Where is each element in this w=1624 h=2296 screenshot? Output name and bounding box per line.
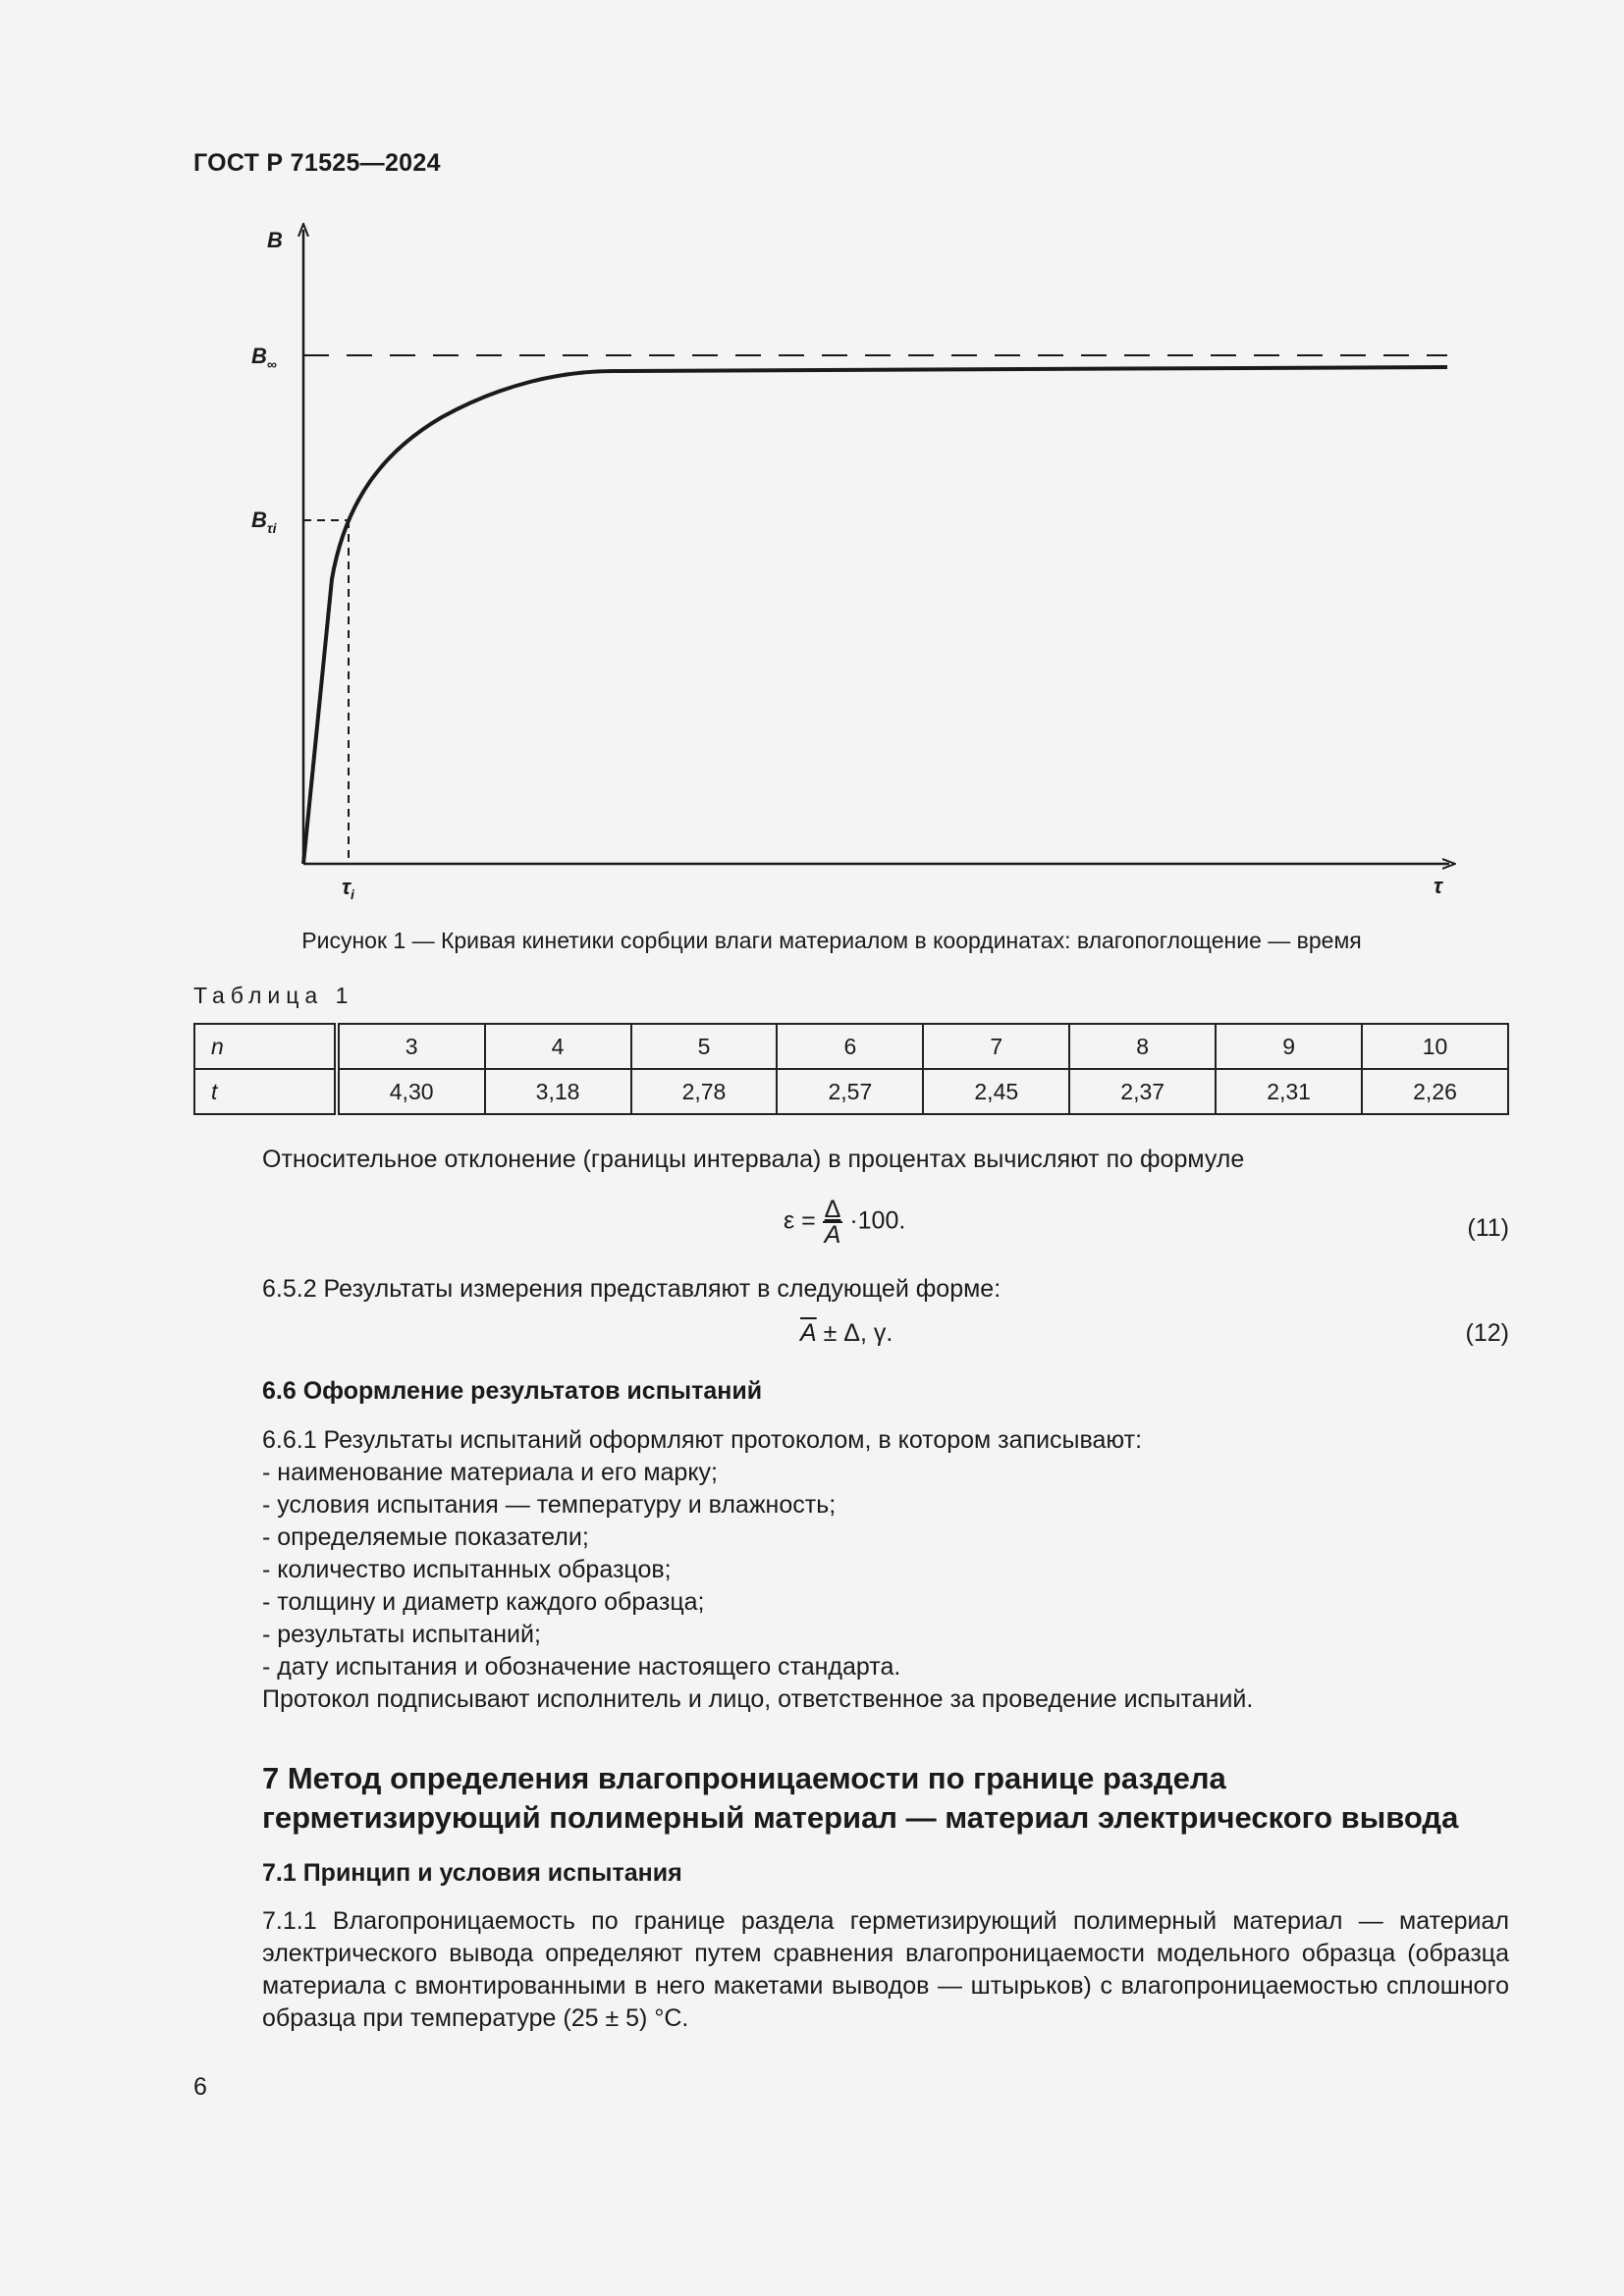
list-item: - результаты испытаний; (262, 1621, 541, 1648)
table-cell: 8 (1069, 1024, 1216, 1069)
y-axis-label: B (267, 228, 283, 252)
table-cell: 5 (631, 1024, 778, 1069)
page-number: 6 (193, 2073, 207, 2101)
x-axis-label: τ (1434, 874, 1442, 898)
document-header: ГОСТ Р 71525—2024 (193, 149, 441, 177)
sorption-curve (303, 367, 1447, 864)
table-row (194, 1024, 1508, 1069)
paragraph-7-1-1: 7.1.1 Влагопроницаемость по границе раздела герметизирующий полимерный материал — материал электрического вывода определяют путем сравнения влагопроницаемости модельного образца (образца материала с вмонтированными в него макетами выводов — штырьков) с влагопроницаемостью сплошного образца при температуре (25 ± 5) °С. (262, 1907, 1509, 2032)
sorption-kinetics-figure (0, 0, 1624, 923)
tau-i-label: $\tau_i$ (342, 875, 354, 902)
table-cell: 2,26 (1362, 1069, 1508, 1114)
coefficients-table (193, 1023, 1509, 1115)
formula-11 (784, 1198, 905, 1247)
table-cell: 2,78 (631, 1069, 778, 1114)
table-cell: 2,45 (923, 1069, 1069, 1114)
fraction-numerator: Δ (824, 1196, 841, 1223)
section-heading-7-1: 7.1 Принцип и условия испытания (262, 1859, 682, 1887)
list-item: - определяемые показатели; (262, 1523, 589, 1551)
table-cell: 2,31 (1216, 1069, 1362, 1114)
section-heading-7 (262, 1759, 1458, 1838)
list-item: - условия испытания — температуру и влажность; (262, 1491, 837, 1519)
formula-lhs: ε = (784, 1206, 816, 1235)
list-item: - количество испытанных образцов; (262, 1556, 672, 1583)
table-cell: 3 (337, 1024, 485, 1069)
protocol-line: Протокол подписывают исполнитель и лицо, ответственное за проведение испытаний. (262, 1685, 1254, 1713)
list-item: - толщину и диаметр каждого образца; (262, 1588, 705, 1616)
table-cell: 10 (1362, 1024, 1508, 1069)
row-header-n: n (194, 1024, 337, 1069)
formula-fraction (823, 1198, 843, 1247)
table-cell: 2,37 (1069, 1069, 1216, 1114)
formula-12-rest: ± Δ, γ. (816, 1319, 893, 1347)
section-heading-6-6: 6.6 Оформление результатов испытаний (262, 1377, 763, 1405)
table-cell: 2,57 (777, 1069, 923, 1114)
figure-caption: Рисунок 1 — Кривая кинетики сорбции влаги материалом в координатах: влагопоглощение — время (301, 928, 1362, 953)
heading-line: 7 Метод определения влагопроницаемости по границе раздела (262, 1761, 1226, 1795)
fraction-denominator: A (824, 1221, 841, 1249)
table-title: Таблица 1 (193, 983, 354, 1008)
paragraph-relative-deviation: Относительное отклонение (границы интервала) в процентах вычисляют по формуле (262, 1146, 1245, 1173)
table-row (194, 1069, 1508, 1114)
formula-12 (800, 1319, 893, 1348)
table-cell: 4 (485, 1024, 631, 1069)
table-cell: 3,18 (485, 1069, 631, 1114)
table-cell: 4,30 (337, 1069, 485, 1114)
table-cell: 7 (923, 1024, 1069, 1069)
list-item: - наименование материала и его марку; (262, 1459, 718, 1486)
table-cell: 6 (777, 1024, 923, 1069)
formula-rhs: ·100. (849, 1206, 906, 1235)
b-taui-label: $B_{\tau i}$ (251, 507, 277, 536)
paragraph-6-5-2: 6.5.2 Результаты измерения представляют в следующей форме: (262, 1275, 1001, 1303)
row-header-t: t (194, 1069, 337, 1114)
paragraph-text: 6.6.1 Результаты испытаний оформляют протоколом, в котором записывают: (262, 1426, 1143, 1454)
mean-a-symbol: $\overline{A}$ (800, 1319, 817, 1347)
equation-number-12: (12) (1465, 1319, 1509, 1347)
equation-number-11: (11) (1467, 1214, 1509, 1242)
table-cell: 9 (1216, 1024, 1362, 1069)
b-infinity-label: $B_\infty$ (251, 344, 277, 372)
heading-line: герметизирующий полимерный материал — материал электрического вывода (262, 1800, 1459, 1835)
paragraph-6-6-1 (262, 1424, 1253, 1716)
list-item: - дату испытания и обозначение настоящего стандарта. (262, 1653, 901, 1681)
